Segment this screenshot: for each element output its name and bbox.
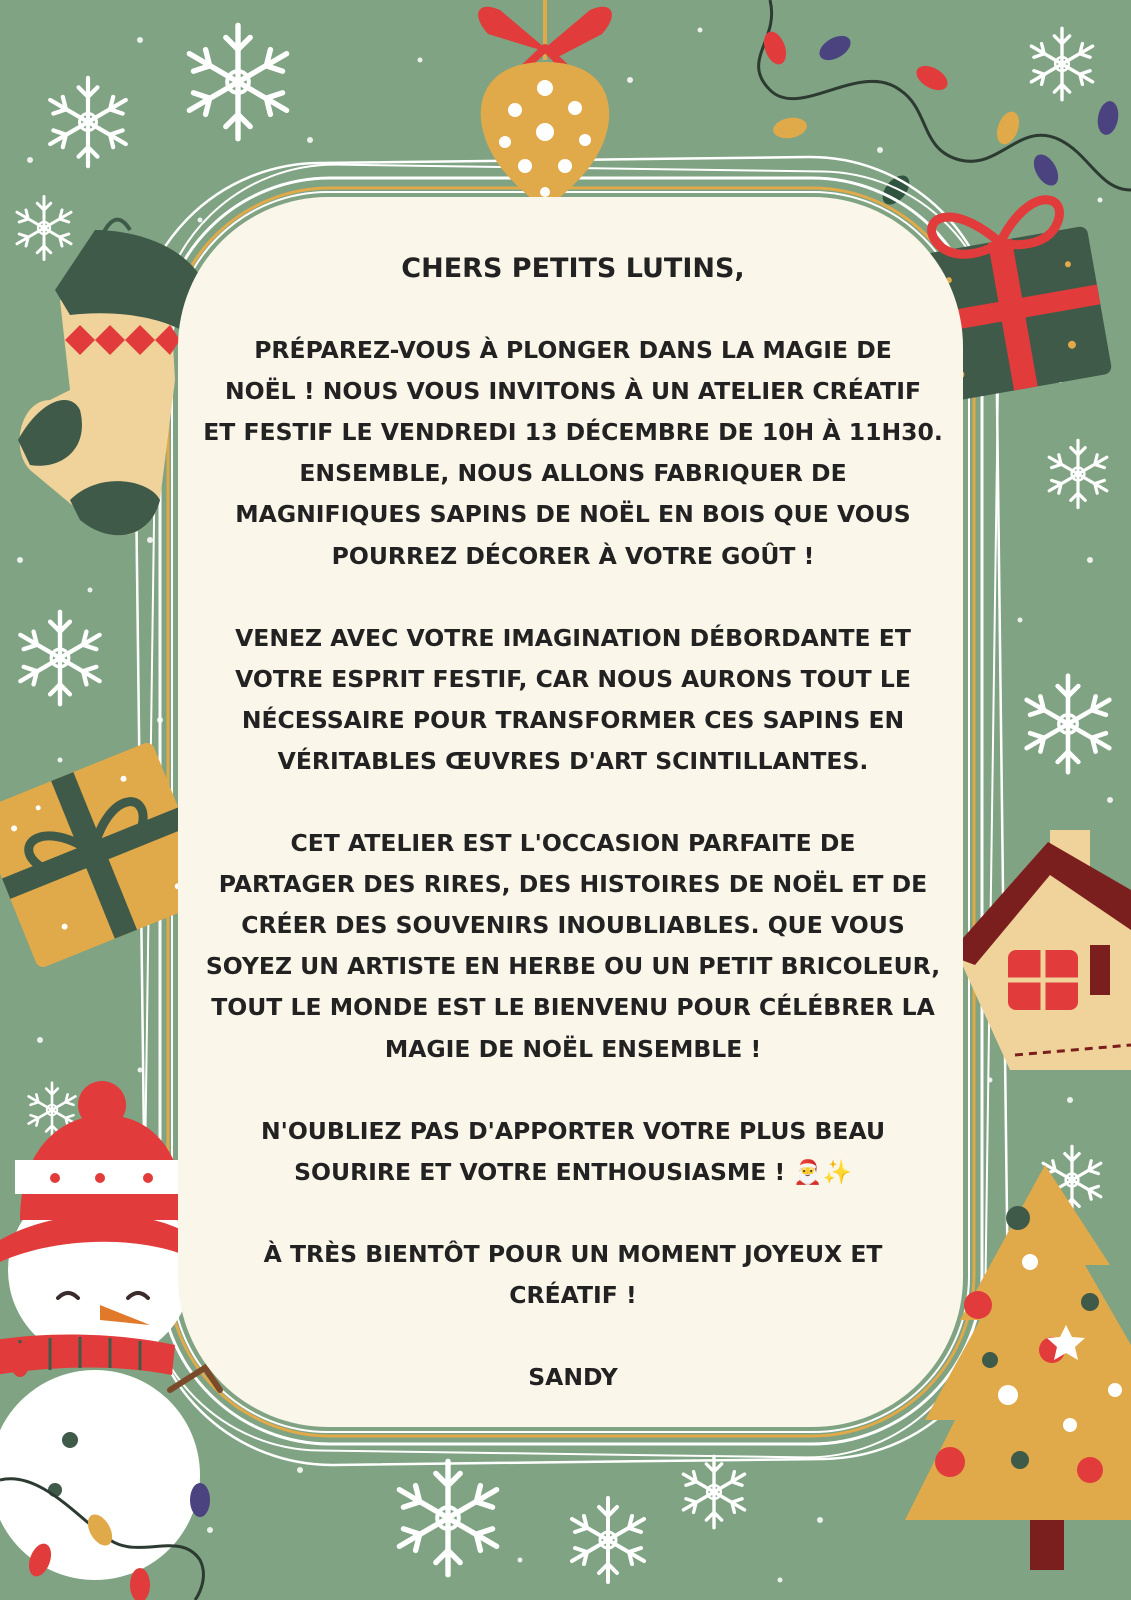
text-line: MAGIE DE NOËL ENSEMBLE ! <box>384 1034 762 1063</box>
paragraph-occasion <box>188 823 958 1070</box>
text-line: PARTAGER DES RIRES, DES HISTOIRES DE NOËL ET DE <box>218 870 928 899</box>
paragraph-imagination <box>188 618 958 782</box>
snowflake-icon <box>189 25 286 138</box>
text-line: VÉRITABLES ŒUVRES D'ART SCINTILLANTES. <box>277 746 869 775</box>
paragraph-invitation <box>188 330 958 577</box>
text-line: CET ATELIER EST L'OCCASION PARFAITE DE <box>290 829 856 858</box>
text-line: PRÉPAREZ-VOUS À PLONGER DANS LA MAGIE DE <box>254 336 892 365</box>
text-line: POURREZ DÉCORER À VOTRE GOÛT ! <box>331 541 815 570</box>
snowflake-icon <box>1049 440 1107 507</box>
snowflake-icon <box>399 1461 496 1574</box>
signature: SANDY <box>528 1362 618 1391</box>
text-line: SOYEZ UN ARTISTE EN HERBE OU UN PETIT BRICOLEUR, <box>205 952 941 981</box>
paragraph-closing <box>188 1234 958 1316</box>
text-line: VOTRE ESPRIT FESTIF, CAR NOUS AURONS TOUT LE <box>235 664 911 693</box>
paragraph-reminder <box>188 1111 958 1193</box>
greeting: CHERS PETITS LUTINS, <box>401 253 745 284</box>
snowflake-icon <box>1031 28 1092 99</box>
text-line: VENEZ AVEC VOTRE IMAGINATION DÉBORDANTE ET <box>235 623 911 652</box>
text-line: NOËL ! NOUS VOUS INVITONS À UN ATELIER CRÉATIF <box>224 377 922 406</box>
text-line: ET FESTIF LE VENDREDI 13 DÉCEMBRE DE 10H À 11H30. <box>203 418 943 447</box>
text-line: CRÉATIF ! <box>509 1280 637 1309</box>
letter-text <box>188 248 958 1398</box>
text-line: MAGNIFIQUES SAPINS DE NOËL EN BOIS QUE VOUS <box>235 500 911 529</box>
snowflake-icon <box>572 1498 644 1582</box>
ornament-icon <box>478 0 612 212</box>
text-line: CRÉER DES SOUVENIRS INOUBLIABLES. QUE VOUS <box>241 911 905 940</box>
snowflake-icon <box>20 612 99 704</box>
text-line: TOUT LE MONDE EST LE BIENVENU POUR CÉLÉBRER LA <box>211 993 935 1022</box>
snowflake-icon <box>17 197 71 260</box>
text-line: N'OUBLIEZ PAS D'APPORTER VOTRE PLUS BEAU <box>260 1116 886 1145</box>
snowflake-icon <box>1027 676 1110 773</box>
text-line: À TRÈS BIENTÔT POUR UN MOMENT JOYEUX ET <box>263 1239 883 1268</box>
text-line: SOURIRE ET VOTRE ENTHOUSIASME ! 🎅✨ <box>294 1157 852 1186</box>
text-line: NÉCESSAIRE POUR TRANSFORMER CES SAPINS EN <box>241 705 905 734</box>
snowflake-icon <box>683 1456 744 1527</box>
text-line: ENSEMBLE, NOUS ALLONS FABRIQUER DE <box>299 459 847 488</box>
snowflake-icon <box>50 78 126 166</box>
